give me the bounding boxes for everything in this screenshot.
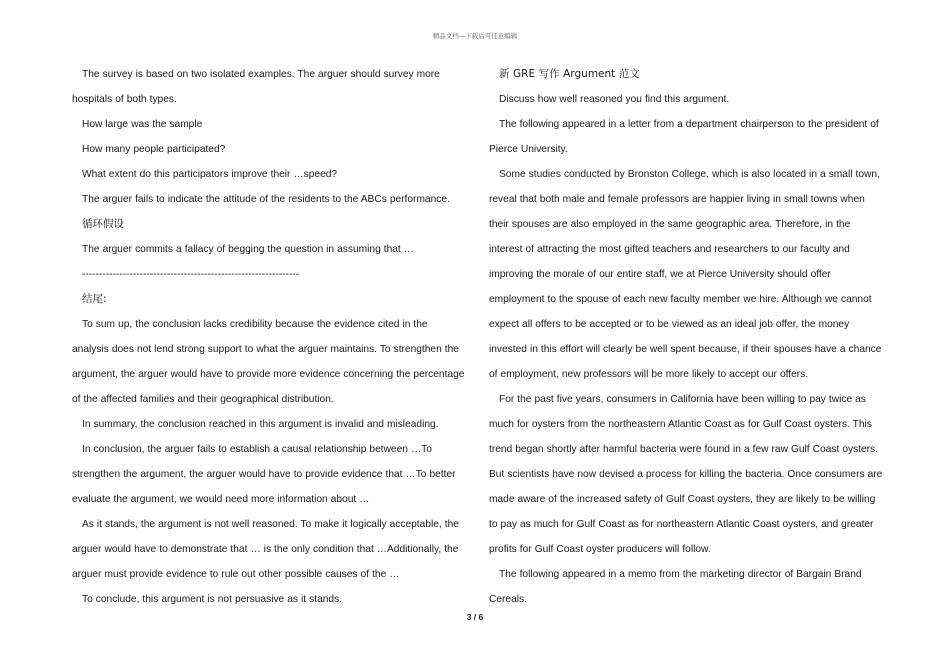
- paragraph: How many people participated?: [82, 144, 226, 155]
- section-heading: 循环假设: [82, 218, 124, 230]
- paragraph: As it stands, the argument is not well reasoned. To make it logically acceptable, the arguer would have to demonstrate that … is the only condition that …Additionally, the arguer must provide evidence to rule out other possible causes of the …: [72, 519, 459, 580]
- dashed-divider: ----------------------------------------------------------------: [82, 269, 300, 280]
- page-number: 3 / 6: [466, 612, 484, 622]
- paragraph: Some studies conducted by Bronston College, which is also located in a small town, reveal that both male and female professors are happier living in small towns when their spouses are also employed in the same geographic area. Therefore, in the interest of attracting the most gifted teachers and researchers to our faculty and improving the morale of our entire staff, we at Pierce University should offer employment to the spouse of each new faculty member we hire. Although we cannot expect all offers to be accepted or to be viewed as an ideal job offer, the money invested in this effort will clearly be well spent because, if their spouses have a chance of employment, new professors will be more likely to accept our offers.: [489, 169, 882, 380]
- paragraph: In summary, the conclusion reached in this argument is invalid and misleading.: [82, 419, 439, 430]
- paragraph: The survey is based on two isolated examples. The arguer should survey more hospitals of both types.: [72, 69, 440, 105]
- article-title: 新 GRE 写作 Argument 范文: [499, 68, 640, 80]
- paragraph: The arguer fails to indicate the attitude of the residents to the ABCs performance.: [82, 194, 450, 205]
- paragraph: The following appeared in a letter from a department chairperson to the president of Pierce University.: [489, 119, 879, 155]
- paragraph: In conclusion, the arguer fails to establish a causal relationship between …To strengthen the argument, the arguer would have to provide evidence that …To better evaluate the argument, we would need more information about …: [72, 444, 456, 505]
- left-column: [72, 62, 466, 612]
- paragraph: How large was the sample: [82, 119, 203, 130]
- page-header: 精品文档---下载后可任意编辑: [432, 32, 518, 40]
- paragraph: To sum up, the conclusion lacks credibility because the evidence cited in the analysis does not lend strong support to what the arguer maintains. To strengthen the argument, the arguer would have to provide more evidence concerning the percentage of the affected families and their geographical distribution.: [72, 319, 465, 405]
- paragraph: What extent do this participators improve their …speed?: [82, 169, 338, 180]
- paragraph: To conclude, this argument is not persuasive as it stands.: [82, 594, 343, 605]
- paragraph: Discuss how well reasoned you find this argument.: [499, 94, 730, 105]
- paragraph: For the past five years, consumers in California have been willing to pay twice as much for oysters from the northeastern Atlantic Coast as for Gulf Coast oysters. This trend began shortly after harmful bacteria were found in a few raw Gulf Coast oysters. But scientists have now devised a process for killing the bacteria. Once consumers are made aware of the increased safety of Gulf Coast oysters, they are likely to be willing to pay as much for Gulf Coast as for northeastern Atlantic Coast oysters, and greater profits for Gulf Coast oyster producers will follow.: [489, 394, 883, 555]
- paragraph: The following appeared in a memo from the marketing director of Bargain Brand Cereals.: [489, 569, 862, 605]
- right-column: [489, 62, 883, 612]
- section-heading: 结尾:: [82, 293, 107, 305]
- paragraph: The arguer commits a fallacy of begging the question in assuming that …: [82, 244, 414, 255]
